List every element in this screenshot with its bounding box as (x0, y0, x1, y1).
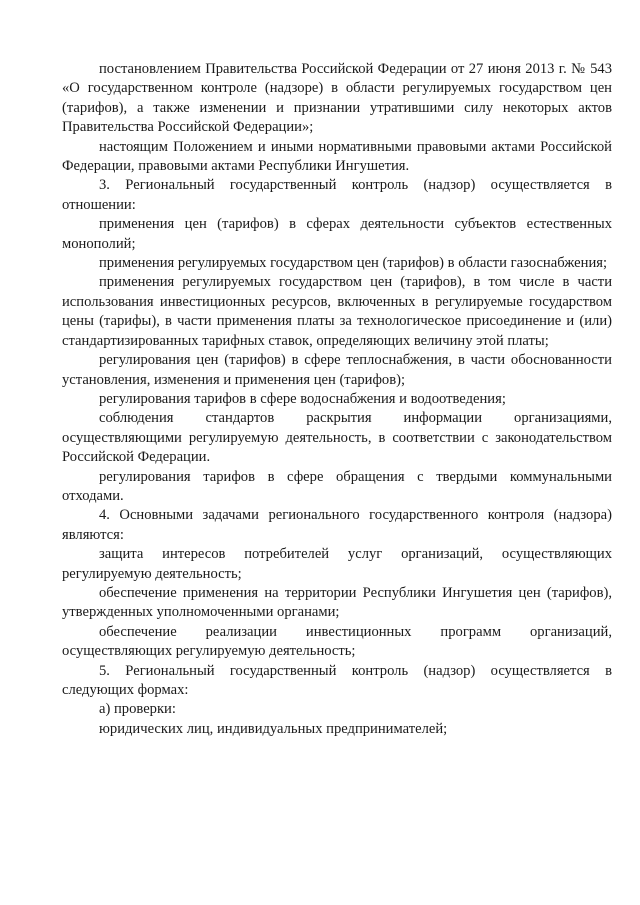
list-item-monopolies: применения цен (тарифов) в сферах деятельности субъектов естественных монополий; (62, 216, 612, 252)
list-item-solid-waste: регулирования тарифов в сфере обращения с твердыми коммунальными отходами. (62, 468, 612, 504)
list-item-legal-entities: юридических лиц, индивидуальных предпринимателей; (99, 720, 448, 737)
paragraph-regulation-acts: настоящим Положением и иными нормативными правовыми актами Российской Федерации, правовыми актами Республики Ингушетия. (62, 138, 612, 175)
list-item-consumer-protection: защита интересов потребителей услуг организаций, осуществляющих регулируемую деятельность; (62, 546, 612, 582)
list-item-heat-supply: регулирования цен (тарифов) в сфере теплоснабжения, в части обоснованности установления, изменения и применения цен (тарифов); (62, 352, 612, 388)
paragraph-decree-2013: постановлением Правительства Российской Федерации от 27 июня 2013 г. № 543 «О государственном контроле (надзоре) в области регулируемых государством цен (тарифов), а также изменении и признании утратившими силу некоторых актов Правительства Российской Федерации»; (62, 61, 612, 136)
list-item-disclosure-standards: соблюдения стандартов раскрытия информации организациями, осуществляющими регулируемую деятельность, в соответствии с законодательством Российской Федерации. (62, 410, 612, 466)
list-item-inspections: а) проверки: (99, 701, 176, 718)
paragraph-section-5: 5. Региональный государственный контроль (надзор) осуществляется в следующих формах: (62, 662, 612, 698)
paragraph-section-3: 3. Региональный государственный контроль (надзор) осуществляется в отношении: (62, 177, 612, 213)
list-item-gas-supply: применения регулируемых государством цен (тарифов) в области газоснабжения; (99, 255, 608, 272)
list-item-water-supply: регулирования тарифов в сфере водоснабжения и водоотведения; (99, 390, 506, 407)
list-item-investment-resources: применения регулируемых государством цен (тарифов), в том числе в части использования инвестиционных ресурсов, включенных в регулируемые государством цены (тарифы), в части применения платы за технологическое присоединение и (или) стандартизированных тарифных ставок, определяющих величину этой платы; (62, 274, 612, 349)
list-item-investment-programs: обеспечение реализации инвестиционных программ организаций, осуществляющих регулируемую деятельность; (62, 623, 612, 660)
list-item-tariff-application: обеспечение применения на территории Республики Ингушетия цен (тарифов), утвержденных уполномоченными органами; (62, 584, 612, 621)
document-page (62, 60, 612, 739)
paragraph-section-4: 4. Основными задачами регионального государственного контроля (надзора) являются: (62, 507, 612, 543)
